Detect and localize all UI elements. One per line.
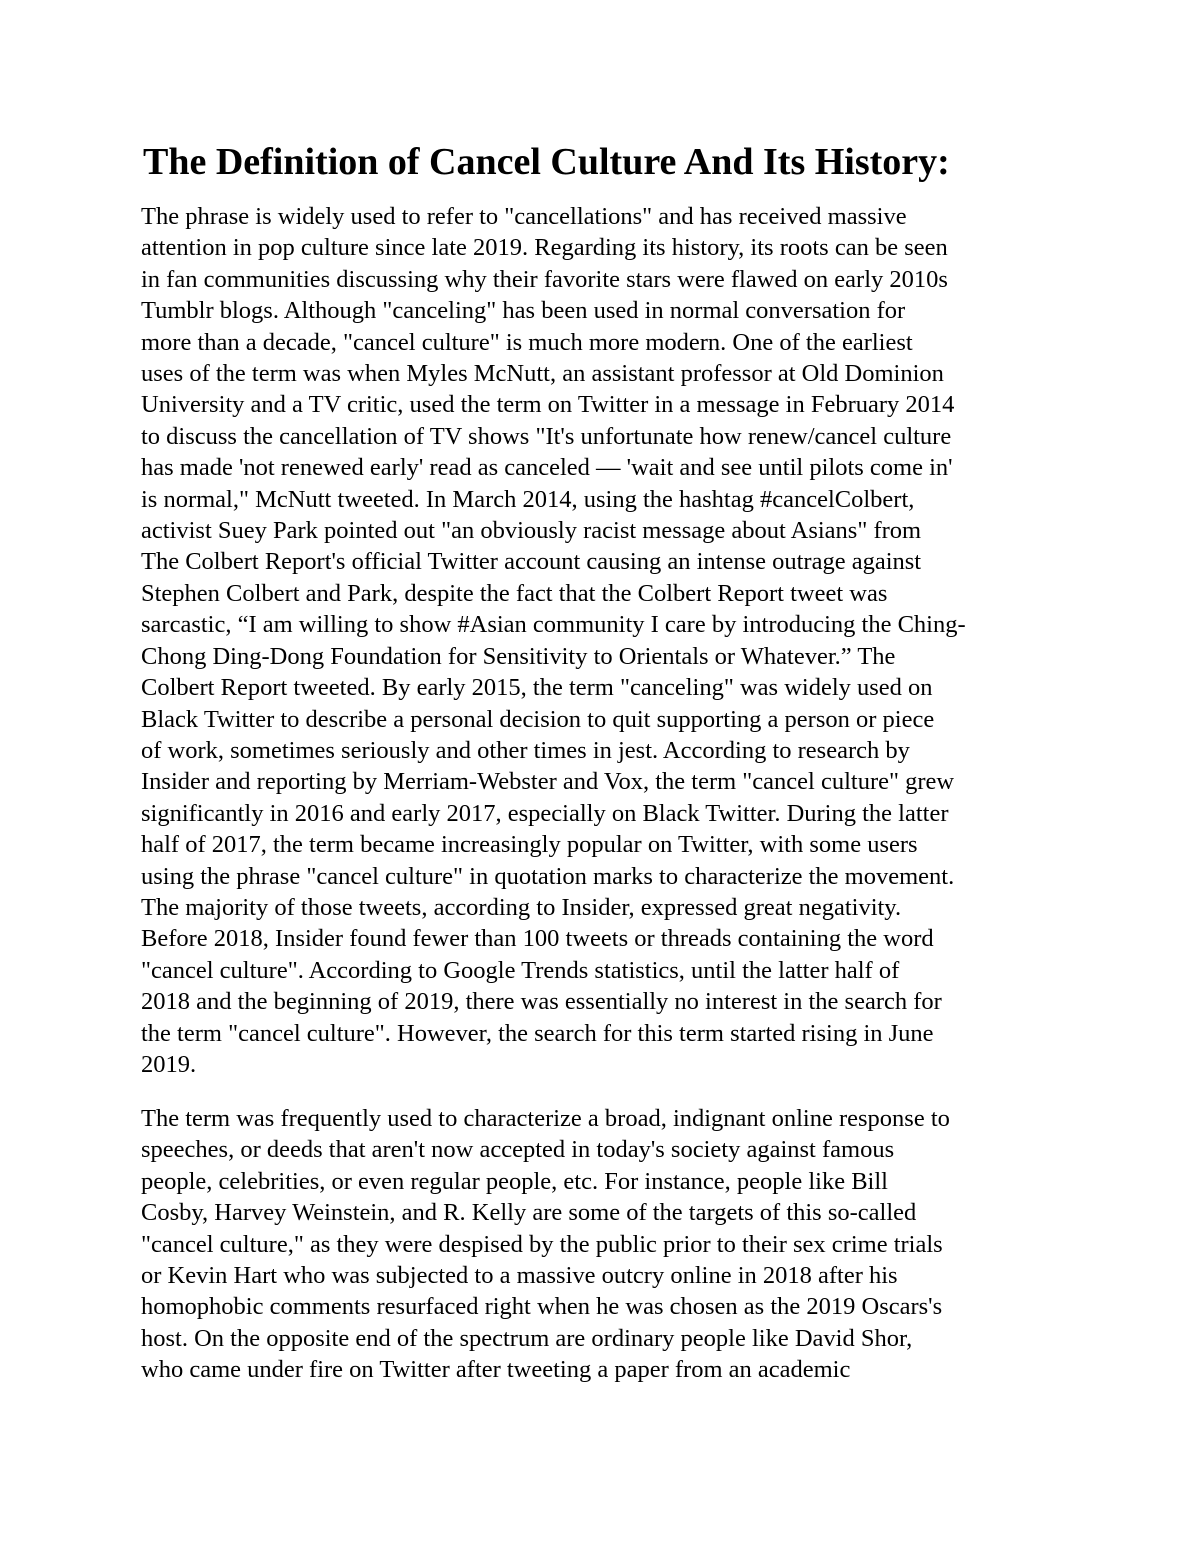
paragraph-1 (141, 201, 1081, 1080)
text-line: attention in pop culture since late 2019. Regarding its history, its roots can be seen (141, 234, 948, 262)
text-line: The phrase is widely used to refer to "cancellations" and has received massive (141, 203, 907, 230)
text-line: more than a decade, "cancel culture" is much more modern. One of the earliest (141, 328, 913, 356)
text-line: significantly in 2016 and early 2017, especially on Black Twitter. During the latter (141, 799, 949, 827)
text-line: Before 2018, Insider found fewer than 100 tweets or threads containing the word (141, 925, 934, 953)
text-line: Tumblr blogs. Although "canceling" has been used in normal conversation for (141, 297, 906, 325)
text-line: the term "cancel culture". However, the search for this term started rising in June (141, 1019, 934, 1047)
text-line: speeches, or deeds that aren't now accepted in today's society against famous (141, 1136, 895, 1164)
text-line: Cosby, Harvey Weinstein, and R. Kelly are some of the targets of this so-called (141, 1199, 917, 1227)
text-line: host. On the opposite end of the spectrum are ordinary people like David Shor, (141, 1324, 913, 1352)
text-line: sarcastic, “I am willing to show #Asian community I care by introducing the Ching- (141, 611, 966, 639)
text-line: to discuss the cancellation of TV shows "It's unfortunate how renew/cancel culture (141, 422, 952, 450)
text-line: in fan communities discussing why their favorite stars were flawed on early 2010s (141, 265, 948, 293)
text-line: has made 'not renewed early' read as canceled — 'wait and see until pilots come in' (141, 454, 953, 482)
text-line: Stephen Colbert and Park, despite the fact that the Colbert Report tweet was (141, 579, 888, 607)
text-line: University and a TV critic, used the term on Twitter in a message in February 2014 (141, 391, 955, 419)
text-line: or Kevin Hart who was subjected to a massive outcry online in 2018 after his (141, 1262, 898, 1290)
text-line: homophobic comments resurfaced right when he was chosen as the 2019 Oscars's (141, 1293, 943, 1321)
text-line: people, celebrities, or even regular people, etc. For instance, people like Bill (141, 1167, 888, 1195)
text-line: The term was frequently used to characterize a broad, indignant online response to (141, 1105, 950, 1132)
text-line: Insider and reporting by Merriam-Webster and Vox, the term "cancel culture" grew (141, 768, 955, 796)
text-line: "cancel culture". According to Google Trends statistics, until the latter half of (141, 956, 900, 984)
text-line: activist Suey Park pointed out "an obviously racist message about Asians" from (141, 517, 922, 545)
text-line: Black Twitter to describe a personal decision to quit supporting a person or piece (141, 705, 935, 733)
text-line: of work, sometimes seriously and other times in jest. According to research by (141, 736, 910, 764)
text-line: is normal," McNutt tweeted. In March 2014, using the hashtag #cancelColbert, (141, 485, 915, 513)
text-line: Colbert Report tweeted. By early 2015, the term "canceling" was widely used on (141, 674, 933, 702)
text-line: 2018 and the beginning of 2019, there was essentially no interest in the search for (141, 988, 942, 1016)
text-line: The majority of those tweets, according to Insider, expressed great negativity. (141, 893, 902, 921)
paragraph-2 (141, 1103, 1081, 1386)
document-title: The Definition of Cancel Culture And Its History: (143, 141, 950, 183)
text-line: 2019. (141, 1050, 197, 1078)
text-line: Chong Ding-Dong Foundation for Sensitivity to Orientals or Whatever.” The (141, 642, 896, 670)
text-line: half of 2017, the term became increasingly popular on Twitter, with some users (141, 831, 918, 859)
text-line: "cancel culture," as they were despised by the public prior to their sex crime trials (141, 1230, 943, 1258)
text-line: using the phrase "cancel culture" in quotation marks to characterize the movement. (141, 862, 955, 890)
text-line: who came under fire on Twitter after tweeting a paper from an academic (141, 1356, 851, 1384)
text-line: uses of the term was when Myles McNutt, an assistant professor at Old Dominion (141, 360, 944, 388)
text-line: The Colbert Report's official Twitter account causing an intense outrage against (141, 548, 922, 576)
